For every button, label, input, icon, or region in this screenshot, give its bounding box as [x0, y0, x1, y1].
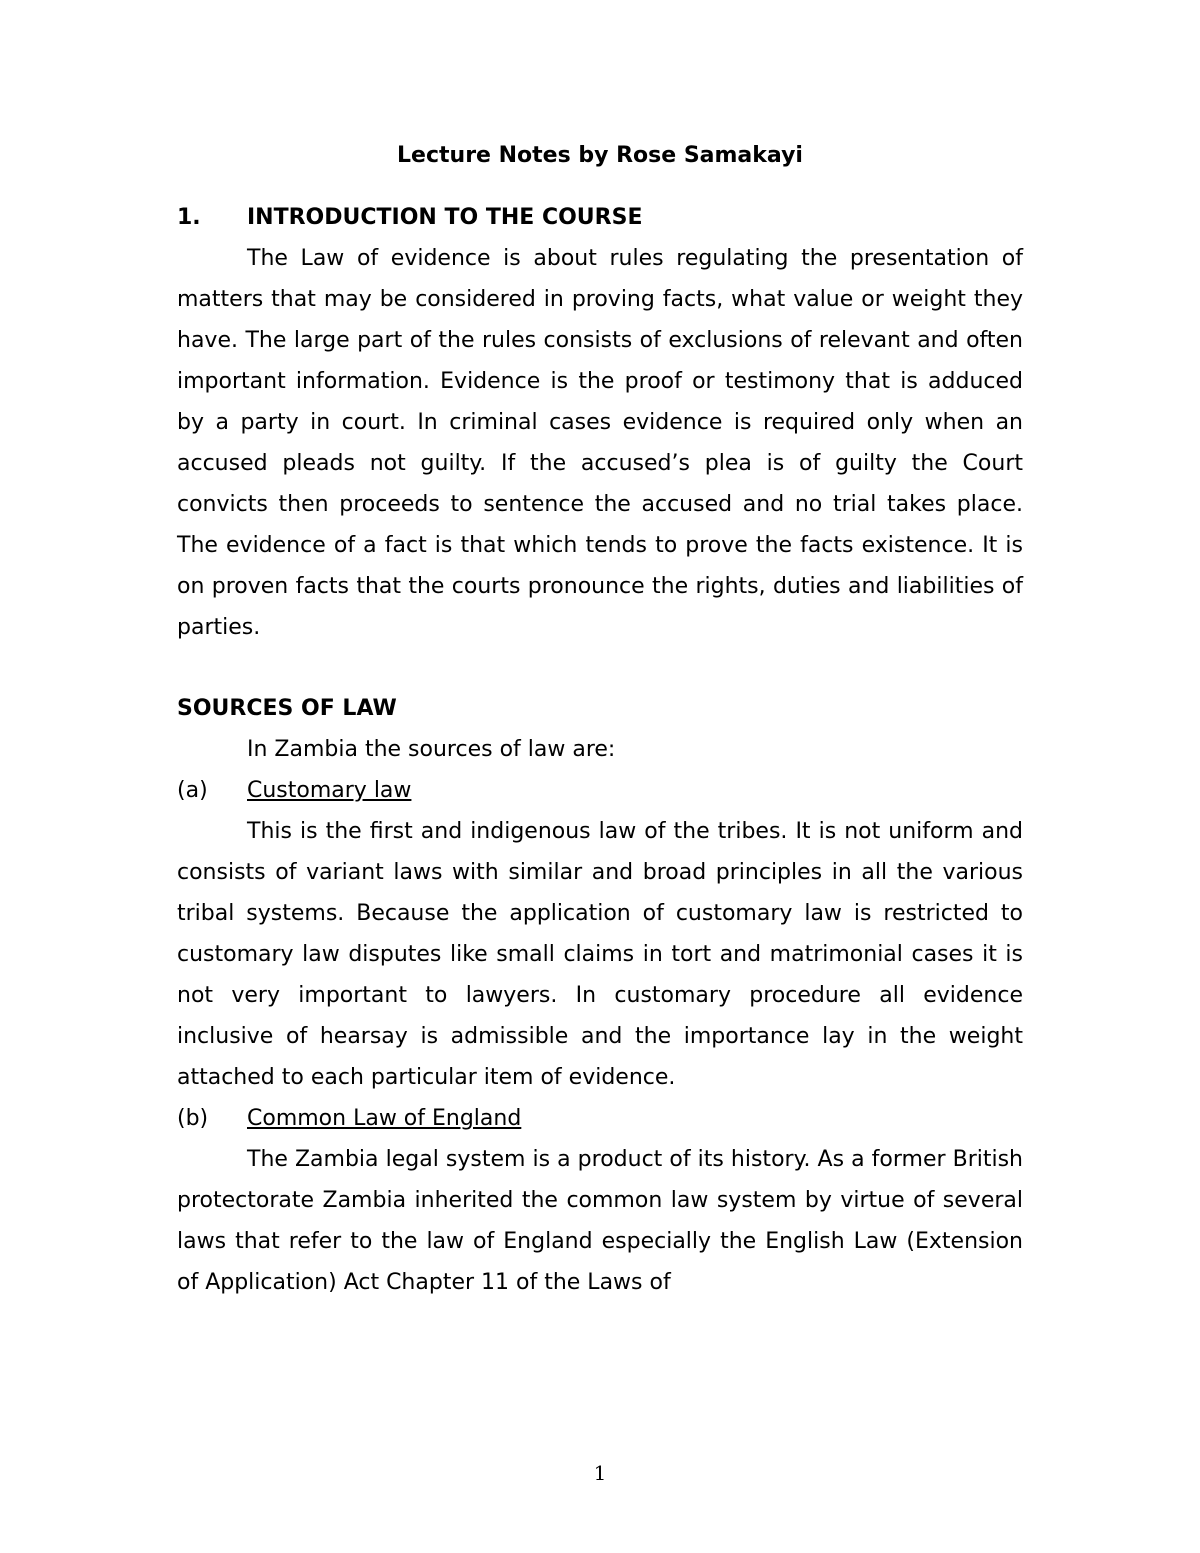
customary-law-paragraph: This is the first and indigenous law of the tribes. It is not uniform and consists of variant laws with similar and broad principles in all the various tribal systems. Because the application of customary law is restricted to customary law disputes like small claims in tort and matrimonial cases it is not very important to lawyers. In customary procedure all evidence inclusive of hearsay is admissible and the importance lay in the weight attached to each particular item of evidence. — [177, 819, 1023, 1090]
page-content — [177, 135, 1023, 1303]
spacer — [177, 176, 1023, 197]
page-number: 1 — [593, 1461, 607, 1485]
document-title: Lecture Notes by Rose Samakayi — [397, 143, 803, 168]
subsection-label: (b) — [177, 1106, 209, 1131]
common-law-paragraph: The Zambia legal system is a product of its history. As a former British protectorate Zambia inherited the common law system by virtue of several laws that refer to the law of England especially the English Law (Extension of Application) Act Chapter 11 of the Laws of — [177, 1147, 1023, 1295]
subsection-title: Common Law of England — [247, 1106, 522, 1131]
section-number: 1. — [177, 205, 201, 230]
spacer — [177, 648, 1023, 688]
subsection-heading-customary — [177, 770, 1023, 811]
subsection-heading-common-law — [177, 1098, 1023, 1139]
subsection-title: Customary law — [247, 778, 412, 803]
subsection-label: (a) — [177, 778, 208, 803]
section-heading-sources: SOURCES OF LAW — [177, 696, 397, 721]
introduction-paragraph: The Law of evidence is about rules regulating the presentation of matters that may be considered in proving facts, what value or weight they have. The large part of the rules consists of exclusions of relevant and often important information. Evidence is the proof or testimony that is adduced by a party in court. In criminal cases evidence is required only when an accused pleads not guilty. If the accused’s plea is of guilty the Court convicts then proceeds to sentence the accused and no trial takes place. The evidence of a fact is that which tends to prove the facts existence. It is on proven facts that the courts pronounce the rights, duties and liabilities of parties. — [177, 246, 1023, 640]
sources-intro: In Zambia the sources of law are: — [247, 737, 616, 762]
section-heading-introduction — [177, 197, 1023, 238]
section-title: INTRODUCTION TO THE COURSE — [247, 205, 643, 230]
